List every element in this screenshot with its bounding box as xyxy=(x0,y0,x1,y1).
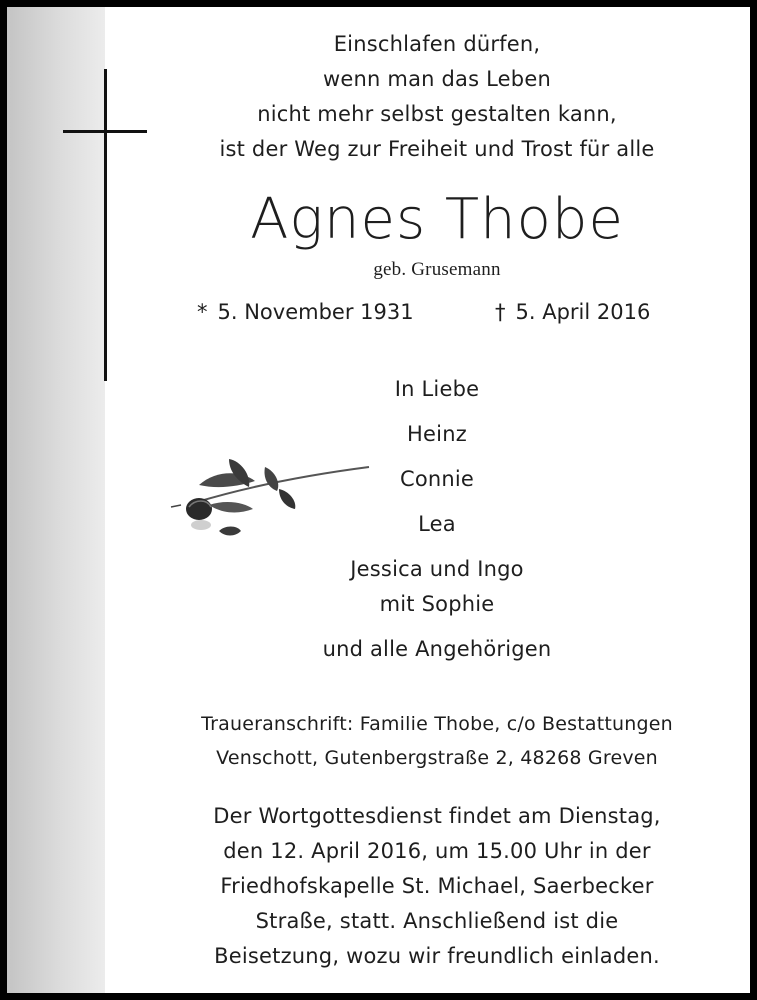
poem-line: wenn man das Leben xyxy=(323,67,551,91)
mourner-name: Connie xyxy=(399,467,475,491)
birth-date-group xyxy=(197,300,414,324)
birth-symbol: * xyxy=(197,300,208,324)
poem-line: nicht mehr selbst gestalten kann, xyxy=(257,102,617,126)
address-line: Venschott, Gutenbergstraße 2, 48268 Greven xyxy=(216,747,658,769)
death-date-group xyxy=(495,300,650,324)
service-line: Beisetzung, wozu wir freundlich einladen. xyxy=(214,944,660,968)
dates-row xyxy=(127,300,747,330)
mourners-intro: In Liebe xyxy=(394,377,480,401)
service-line: Der Wortgottesdienst findet am Dienstag, xyxy=(213,804,661,828)
maiden-name: geb. Grusemann xyxy=(373,259,501,280)
mourner-name: und alle Angehörigen xyxy=(322,637,552,661)
service-line: den 12. April 2016, um 15.00 Uhr in der xyxy=(223,839,651,863)
death-symbol: † xyxy=(495,300,506,324)
mourner-name: Jessica und Ingo xyxy=(350,557,524,581)
mourner-name: Heinz xyxy=(407,422,467,446)
mourner-name: Lea xyxy=(418,512,456,536)
death-date: 5. April 2016 xyxy=(515,300,651,324)
rose-icon xyxy=(157,447,387,547)
poem xyxy=(127,27,747,167)
address-line: Traueranschrift: Familie Thobe, c/o Bestattungen xyxy=(201,713,673,735)
service-line: Straße, statt. Anschließend ist die xyxy=(255,909,619,933)
deceased-name: Agnes Thobe xyxy=(250,187,624,252)
service-notice xyxy=(127,799,747,974)
poem-line: ist der Weg zur Freiheit und Trost für alle xyxy=(219,137,655,161)
mourning-address xyxy=(127,707,747,775)
service-line: Friedhofskapelle St. Michael, Saerbecker xyxy=(220,874,654,898)
side-band xyxy=(7,7,105,993)
poem-line: Einschlafen dürfen, xyxy=(333,32,541,56)
birth-date: 5. November 1931 xyxy=(217,300,414,324)
mourner-name: mit Sophie xyxy=(379,592,495,616)
